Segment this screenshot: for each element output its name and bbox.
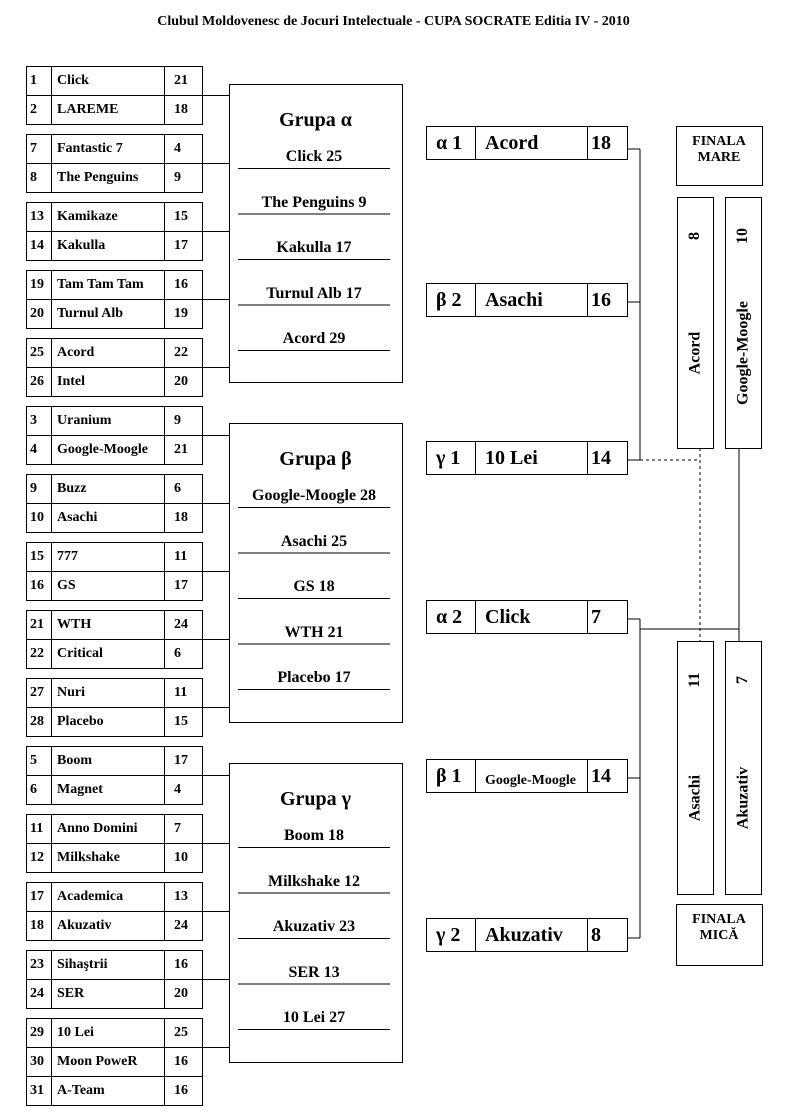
seed-number: 21: [30, 617, 44, 632]
team-score: 21: [174, 73, 188, 88]
team-score: 6: [174, 481, 181, 496]
team-score: 18: [174, 102, 188, 117]
seed-number: 16: [30, 578, 44, 593]
seed-number: 13: [30, 209, 44, 224]
team-name: Fantastic 7: [57, 141, 123, 156]
semifinal-score: 14: [591, 447, 611, 469]
seed-number: 5: [30, 753, 37, 768]
seed-number: 1: [30, 73, 37, 88]
seed-number: 20: [30, 306, 44, 321]
team-name: Acord: [57, 345, 95, 360]
team-score: 20: [174, 986, 188, 1001]
team-score: 19: [174, 306, 188, 321]
seed-number: 15: [30, 549, 44, 564]
team-score: 24: [174, 617, 188, 632]
team-name: 777: [57, 549, 78, 564]
team-name: Turnul Alb: [57, 306, 124, 321]
semifinal-seed: β 2: [436, 289, 462, 311]
team-name: Kakulla: [57, 238, 106, 253]
team-name: Academica: [57, 889, 124, 904]
team-name: The Penguins: [57, 170, 139, 185]
final-label: FINALA MARE: [692, 134, 746, 165]
seed-number: 14: [30, 238, 44, 253]
team-name: Tam Tam Tam: [57, 277, 144, 292]
page-title: Clubul Moldovenesc de Jocuri Intelectuale - CUPA SOCRATE Editia IV - 2010: [157, 14, 630, 29]
seed-number: 6: [30, 782, 37, 797]
final-team: Google-Moogle: [734, 300, 751, 405]
seed-number: 9: [30, 481, 37, 496]
team-name: Magnet: [57, 782, 103, 797]
group-title: Grupa β: [279, 448, 352, 470]
team-score: 16: [174, 1054, 188, 1069]
semifinal-seed: β 1: [436, 765, 462, 787]
semifinal-team: Click: [485, 606, 531, 628]
semifinal-seed: γ 1: [436, 447, 461, 469]
group-entry: Asachi 25: [280, 532, 348, 550]
seed-number: 28: [30, 714, 44, 729]
team-score: 10: [174, 850, 188, 865]
semifinal-team: Google-Moogle: [485, 773, 576, 788]
group-entry: The Penguins 9: [261, 193, 367, 211]
team-score: 6: [174, 646, 181, 661]
group-entry: WTH 21: [284, 623, 344, 641]
team-score: 18: [174, 510, 188, 525]
team-score: 15: [174, 714, 188, 729]
team-score: 20: [174, 374, 188, 389]
team-score: 17: [174, 578, 188, 593]
group-entry: Google-Moogle 28: [252, 487, 376, 504]
group-entry: Turnul Alb 17: [266, 284, 362, 302]
final-team: Asachi: [686, 774, 703, 821]
final-score: 8: [686, 232, 703, 240]
semifinal-score: 8: [591, 924, 601, 946]
team-name: WTH: [57, 617, 92, 632]
seed-number: 2: [30, 102, 37, 117]
team-name: Akuzativ: [57, 918, 112, 933]
team-score: 4: [174, 782, 181, 797]
group-entry: Click 25: [285, 148, 343, 165]
team-score: 11: [174, 549, 188, 564]
group-entry: Boom 18: [284, 827, 344, 844]
group-entry: GS 18: [293, 578, 335, 595]
team-score: 16: [174, 957, 188, 972]
group-title: Grupa γ: [279, 788, 352, 810]
team-name: 10 Lei: [57, 1025, 94, 1040]
final-label: FINALA MICĂ: [692, 912, 746, 943]
group-entry: Kakulla 17: [276, 239, 352, 256]
seed-number: 4: [30, 442, 37, 457]
team-name: Intel: [57, 374, 85, 389]
seed-number: 30: [30, 1054, 44, 1069]
group-entry: Milkshake 12: [267, 872, 360, 890]
team-name: Anno Domini: [57, 821, 138, 836]
group-entry: Placebo 17: [277, 669, 351, 686]
team-score: 17: [174, 753, 188, 768]
team-name: Boom: [57, 753, 92, 768]
final-score: 7: [734, 676, 751, 684]
semifinal-team: Akuzativ: [485, 924, 563, 946]
team-score: 17: [174, 238, 188, 253]
team-name: Moon PoweR: [57, 1054, 138, 1069]
seed-number: 25: [30, 345, 44, 360]
team-name: LAREME: [57, 102, 119, 117]
group-entry: SER 13: [288, 963, 340, 981]
team-score: 9: [174, 170, 181, 185]
semifinal-team: 10 Lei: [485, 447, 538, 469]
team-name: Sihaştrii: [57, 957, 108, 972]
semifinal-score: 16: [591, 289, 611, 311]
team-score: 13: [174, 889, 188, 904]
team-score: 25: [174, 1025, 188, 1040]
seed-number: 18: [30, 918, 44, 933]
team-name: Kamikaze: [57, 209, 118, 224]
team-name: Uranium: [57, 413, 112, 428]
seed-number: 27: [30, 685, 44, 700]
final-score: 11: [686, 672, 703, 688]
team-score: 7: [174, 821, 181, 836]
seed-number: 19: [30, 277, 44, 292]
team-score: 4: [174, 141, 181, 156]
team-score: 9: [174, 413, 181, 428]
team-name: Buzz: [57, 481, 87, 496]
team-name: A-Team: [57, 1083, 105, 1098]
team-score: 21: [174, 442, 188, 457]
seed-number: 12: [30, 850, 44, 865]
seed-number: 23: [30, 957, 44, 972]
group-entry: Akuzativ 23: [272, 918, 356, 935]
team-score: 22: [174, 345, 188, 360]
semifinal-score: 7: [591, 606, 601, 628]
final-score: 10: [734, 228, 751, 244]
seed-number: 24: [30, 986, 44, 1001]
team-name: GS: [57, 578, 76, 593]
seed-number: 7: [30, 141, 37, 156]
group-entry: 10 Lei 27: [282, 1009, 346, 1026]
team-score: 24: [174, 918, 188, 933]
team-name: Placebo: [57, 714, 104, 729]
semifinal-team: Acord: [485, 132, 539, 154]
team-name: Asachi: [57, 510, 98, 525]
final-team: Acord: [686, 331, 703, 374]
seed-number: 31: [30, 1083, 44, 1098]
semifinal-team: Asachi: [485, 289, 543, 311]
seed-number: 22: [30, 646, 44, 661]
seed-number: 10: [30, 510, 44, 525]
team-name: Google-Moogle: [57, 442, 148, 457]
team-score: 16: [174, 277, 188, 292]
semifinal-seed: α 2: [436, 606, 463, 628]
semifinal-seed: α 1: [436, 132, 463, 154]
team-score: 11: [174, 685, 188, 700]
group-title: Grupa α: [279, 109, 352, 131]
seed-number: 3: [30, 413, 37, 428]
semifinal-seed: γ 2: [436, 924, 461, 946]
group-entry: Acord 29: [282, 330, 346, 347]
semifinal-score: 14: [591, 765, 611, 787]
seed-number: 8: [30, 170, 37, 185]
team-score: 16: [174, 1083, 188, 1098]
seed-number: 11: [30, 821, 44, 836]
team-score: 15: [174, 209, 188, 224]
final-team: Akuzativ: [734, 766, 751, 829]
team-name: Click: [57, 73, 89, 88]
team-name: SER: [57, 986, 85, 1001]
seed-number: 17: [30, 889, 44, 904]
team-name: Milkshake: [57, 850, 121, 865]
seed-number: 26: [30, 374, 44, 389]
semifinal-score: 18: [591, 132, 611, 154]
seed-number: 29: [30, 1025, 44, 1040]
team-name: Nuri: [57, 685, 85, 700]
team-name: Critical: [57, 646, 103, 661]
